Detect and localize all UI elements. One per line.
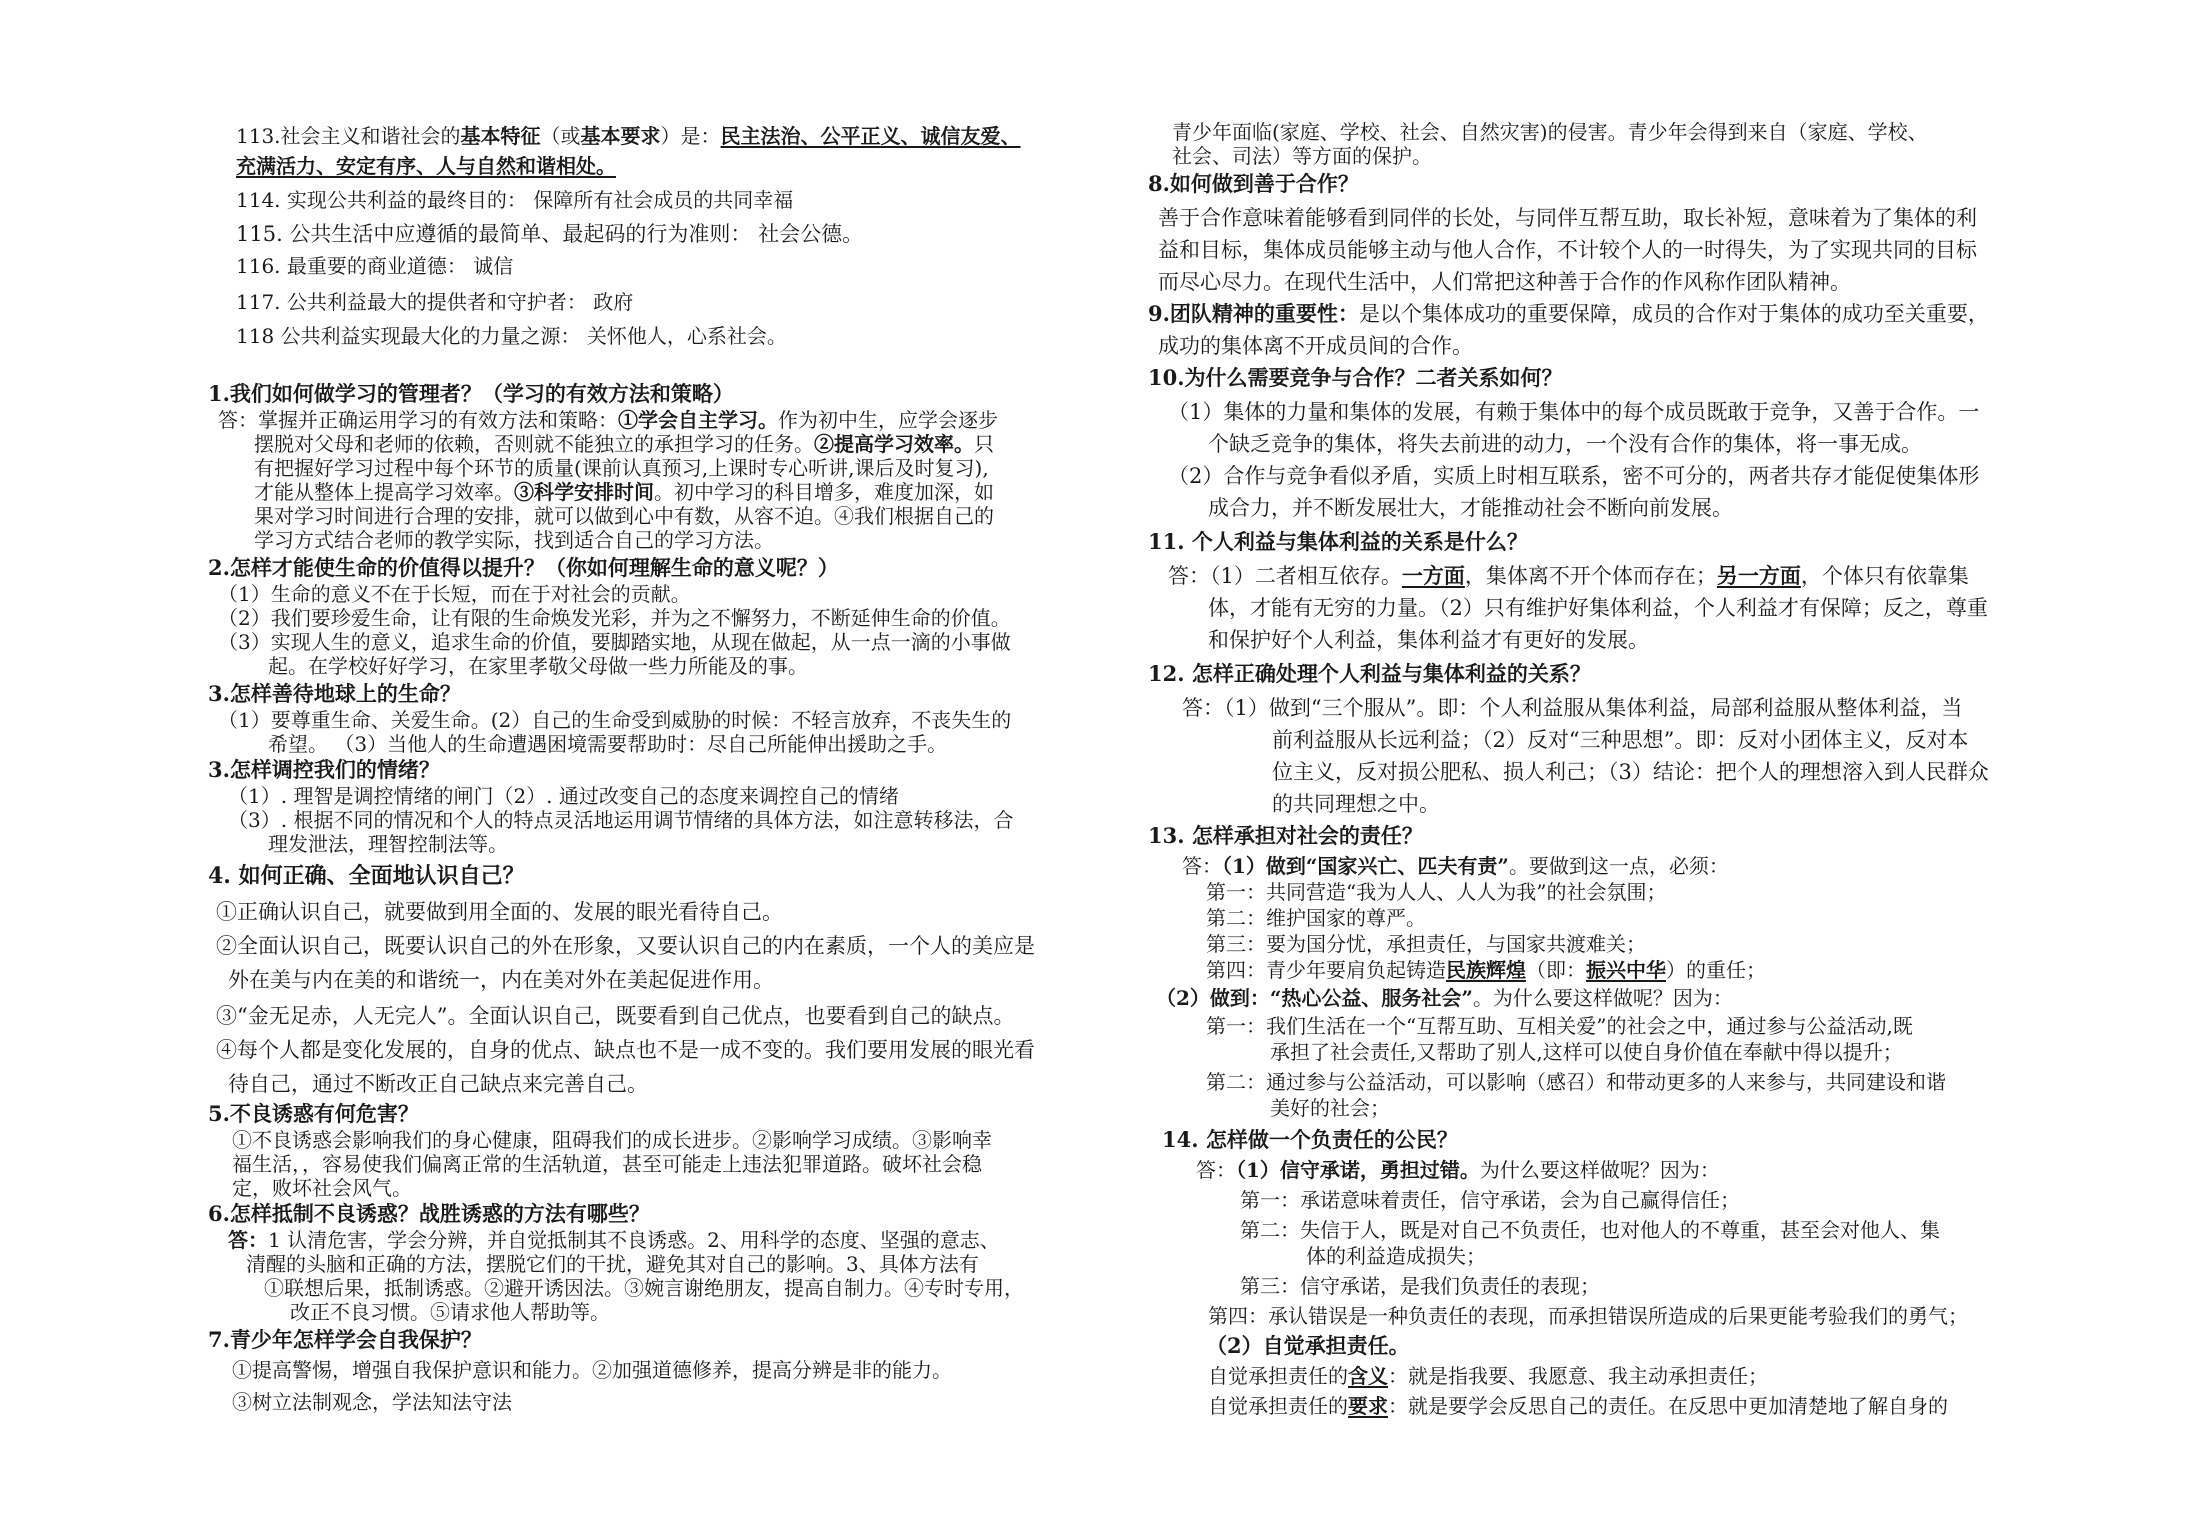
- q3b-answer-line1: （1）. 理智是调控情绪的闸门（2）. 通过改变自己的态度来调控自己的情绪: [228, 784, 899, 808]
- q3b-answer-line2: （3）. 根据不同的情况和个人的特点灵活地运用调节情绪的具体方法，如注意转移法，合: [228, 808, 1014, 832]
- q13-title: 13. 怎样承担对社会的责任？: [1148, 823, 1423, 848]
- q14-a8-pre: 自觉承担责任的: [1208, 1364, 1348, 1388]
- q13-a6-post: 。为什么要这样做呢？因为：: [1472, 986, 1733, 1010]
- q1-a4-post: 。初中学习的科目增多，难度加深，如: [654, 480, 994, 504]
- q14-a9-keyword: 要求: [1348, 1394, 1388, 1418]
- q3b-title: 3.怎样调控我们的情绪？: [208, 757, 440, 782]
- q13-answer-line2: 第一：共同营造“我为人人、人人为我”的社会氛围；: [1206, 880, 1667, 904]
- q13-a5-post: ）的重任；: [1666, 958, 1766, 982]
- q14-answer-line9: [1208, 1392, 1948, 1420]
- q14-a1-pre: 答：: [1196, 1158, 1236, 1182]
- item-113-bold-term: 基本特征: [460, 124, 541, 148]
- q1-answer-line3: 有把握好学习过程中每个环节的质量(课前认真预习,上课时专心听讲,课后及时复习),: [254, 456, 989, 480]
- q14-a1-post: 为什么要这样做呢？因为：: [1479, 1158, 1720, 1182]
- q8-answer-line1: 善于合作意味着能够看到同伴的长处，与同伴互帮互助，取长补短，意味着为了集体的利: [1158, 206, 1977, 230]
- q5-answer-line3: 定，败坏社会风气。: [232, 1176, 412, 1200]
- q1-a2-pre: 摆脱对父母和老师的依赖，否则就不能独立的承担学习的任务。: [254, 432, 814, 456]
- q4-answer-line3: 外在美与内在美的和谐统一，内在美对外在美起促进作用。: [228, 968, 774, 992]
- q13-answer-line4: 第三：要为国分忧，承担责任，与国家共渡难关；: [1206, 932, 1646, 956]
- q14-answer-line1: [1196, 1156, 1720, 1184]
- q13-a1-post: 。要做到这一点，必须：: [1508, 854, 1729, 878]
- q7-continued-line2: 社会、司法）等方面的保护。: [1172, 144, 1432, 168]
- q11-answer-line3: 和保护好个人利益，集体利益才有更好的发展。: [1208, 628, 1649, 652]
- q13-a5-keyword1: 民族辉煌: [1446, 958, 1526, 982]
- q10-title: 10.为什么需要竞争与合作？二者关系如何？: [1148, 365, 1563, 390]
- item-113-prefix: 113.社会主义和谐社会的: [236, 124, 461, 148]
- q11-a1-post: ，个体只有依靠集: [1800, 564, 1969, 588]
- q3b-answer-line3: 理发泄法，理智控制法等。: [268, 832, 508, 856]
- item-113-bold-term2: 基本要求: [580, 124, 661, 148]
- q11-a1-keyword1: 一方面: [1401, 563, 1465, 588]
- q12-answer-line4: 的共同理想之中。: [1272, 792, 1440, 816]
- q14-a8-keyword: 含义: [1348, 1364, 1388, 1388]
- q1-a2-post: 只: [974, 432, 994, 456]
- item-118: 118 公共利益实现最大化的力量之源： 关怀他人，心系社会。: [236, 324, 787, 348]
- q6-title: 6.怎样抵制不良诱惑？战胜诱惑的方法有哪些？: [208, 1201, 650, 1226]
- q5-title: 5.不良诱惑有何危害？: [208, 1101, 419, 1126]
- q12-answer-line1: 答：（1）做到“三个服从”。即：个人利益服从集体利益，局部利益服从整体利益，当: [1182, 696, 1963, 720]
- q7-answer-line2: ③树立法制观念，学法知法守法: [232, 1390, 512, 1414]
- item-114: 114. 实现公共利益的最终目的： 保障所有社会成员的共同幸福: [236, 188, 794, 212]
- q6-answer-line4: 改正不良习惯。⑤请求他人帮助等。: [290, 1300, 610, 1324]
- q14-title: 14. 怎样做一个负责任的公民？: [1162, 1127, 1458, 1152]
- q3a-title: 3.怎样善待地球上的生命？: [208, 681, 461, 706]
- q3a-answer-line2: 希望。 （3）当他人的生命遭遇困境需要帮助时：尽自己所能伸出援助之手。: [268, 732, 948, 756]
- q7-answer-line1: ①提高警惕，增强自我保护意识和能力。②加强道德修养，提高分辨是非的能力。: [232, 1358, 952, 1382]
- q13-answer-line7: 第一：我们生活在一个“互帮互助、互相关爱”的社会之中，通过参与公益活动,既: [1206, 1014, 1913, 1038]
- q1-title: 1.我们如何做学习的管理者？（学习的有效方法和策略）: [208, 381, 734, 406]
- q13-answer-line8: 承担了社会责任,又帮助了别人,这样可以使自身价值在奉献中得以提升；: [1270, 1040, 1903, 1064]
- q1-a1-bold: ①学会自主学习。: [618, 408, 778, 432]
- q14-answer-line6: 第四：承认错误是一种负责任的表现，而承担错误所造成的后果更能考验我们的勇气；: [1208, 1304, 1968, 1328]
- q1-a2-bold: ②提高学习效率。: [814, 432, 974, 456]
- q5-answer-line2: 福生活，，容易使我们偏离正常的生活轨道，甚至可能走上违法犯罪道路。破坏社会稳: [232, 1152, 982, 1176]
- q11-answer-line1: [1168, 562, 1969, 590]
- q10-answer-line4: 成合力，并不断发展壮大，才能推动社会不断向前发展。: [1208, 496, 1733, 520]
- q4-answer-line2: ②全面认识自己，既要认识自己的外在形象，又要认识自己的内在素质，一个人的美应是: [216, 934, 1035, 958]
- q14-answer-line5: 第三：信守承诺，是我们负责任的表现；: [1240, 1274, 1600, 1298]
- q14-answer-line3: 第二：失信于人，既是对自己不负责任，也对他人的不尊重，甚至会对他人、集: [1240, 1218, 1940, 1242]
- q9-answer-text: 是以个集体成功的重要保障，成员的合作对于集体的成功至关重要，: [1358, 302, 1989, 326]
- item-113-mid: （或: [540, 124, 581, 148]
- q4-answer-line1: ①正确认识自己，就要做到用全面的、发展的眼光看待自己。: [216, 900, 783, 924]
- q12-answer-line2: 前利益服从长远利益；（2）反对“三种思想”。即：反对小团体主义，反对本: [1272, 728, 1969, 752]
- item-113-line1: [236, 122, 1021, 150]
- q11-a1-pre: 答：（1）二者相互依存。: [1168, 564, 1402, 588]
- q14-answer-line7: （2）自觉承担责任。: [1206, 1333, 1410, 1358]
- q9-line1: [1148, 300, 1989, 328]
- q14-a1-bold: （1）信守承诺，勇担过错。: [1236, 1158, 1480, 1182]
- q13-answer-line5: [1206, 956, 1766, 984]
- q13-a5-pre: 第四：青少年要肩负起铸造: [1206, 958, 1446, 982]
- q6-a1-text: 1 认清危害，学会分辨，并自觉抵制其不良诱惑。2、用科学的态度、坚强的意志、: [268, 1228, 1000, 1252]
- q9-answer-line2: 成功的集体离不开成员间的合作。: [1158, 334, 1473, 358]
- q13-a5-mid: （即：: [1526, 958, 1586, 982]
- q4-answer-line4: ③“金无足赤，人无完人”。全面认识自己，既要看到自己优点，也要看到自己的缺点。: [216, 1004, 1015, 1028]
- q8-title: 8.如何做到善于合作？: [1148, 171, 1359, 196]
- q14-answer-line8: [1208, 1362, 1768, 1390]
- q1-answer-line5: 果对学习时间进行合理的安排，就可以做到心中有数，从容不迫。④我们根据自己的: [254, 504, 994, 528]
- item-115: 115. 公共生活中应遵循的最简单、最起码的行为准则： 社会公德。: [236, 222, 864, 246]
- q4-answer-line6: 待自己，通过不断改正自己缺点来完善自己。: [228, 1072, 648, 1096]
- q13-a1-bold: （1）做到“国家兴亡、匹夫有责”: [1222, 854, 1509, 878]
- q14-answer-line2: 第一：承诺意味着责任，信守承诺，会为自己赢得信任；: [1240, 1188, 1740, 1212]
- q2-title: 2.怎样才能使生命的价值得以提升？（你如何理解生命的意义呢？）: [208, 555, 839, 580]
- q2-answer-line2: （2）我们要珍爱生命，让有限的生命焕发光彩，并为之不懈努力，不断延伸生命的价值。: [218, 606, 1011, 630]
- q11-a1-keyword2: 另一方面: [1716, 563, 1801, 588]
- q1-a1-post: 作为初中生，应学会逐步: [778, 408, 998, 432]
- item-113-answer: 民主法治、公平正义、诚信友爱、: [720, 124, 1021, 148]
- item-117: 117. 公共利益最大的提供者和守护者： 政府: [236, 290, 634, 314]
- q5-answer-line1: ①不良诱惑会影响我们的身心健康，阻碍我们的成长进步。②影响学习成绩。③影响幸: [232, 1128, 992, 1152]
- q7-continued-line1: 青少年面临(家庭、学校、社会、自然灾害)的侵害。青少年会得到来自（家庭、学校、: [1172, 120, 1928, 144]
- q13-a6-bold: （2）做到：“热心公益、服务社会”: [1156, 986, 1473, 1010]
- q1-a4-bold: ③科学安排时间: [514, 480, 654, 504]
- q12-title: 12. 怎样正确处理个人利益与集体利益的关系？: [1148, 661, 1591, 686]
- q8-answer-line2: 益和目标，集体成员能够主动与他人合作，不计较个人的一时得失，为了实现共同的目标: [1158, 238, 1977, 262]
- item-116: 116. 最重要的商业道德： 诚信: [236, 254, 514, 278]
- q1-a4-pre: 才能从整体上提高学习效率。: [254, 480, 514, 504]
- q13-a1-pre: 答：: [1182, 854, 1222, 878]
- item-113-line2: 充满活力、安定有序、人与自然和谐相处。: [236, 154, 616, 178]
- q13-answer-line1: [1182, 852, 1729, 880]
- q4-title: 4. 如何正确、全面地认识自己？: [208, 863, 525, 889]
- q10-answer-line2: 个缺乏竞争的集体，将失去前进的动力，一个没有合作的集体，将一事无成。: [1208, 432, 1922, 456]
- q14-a8-post: ：就是指我要、我愿意、我主动承担责任；: [1388, 1364, 1768, 1388]
- q2-answer-line3: （3）实现人生的意义，追求生命的价值，要脚踏实地，从现在做起，从一点一滴的小事做: [218, 630, 1011, 654]
- q13-answer-line6: [1156, 984, 1733, 1012]
- q7-title: 7.青少年怎样学会自我保护？: [208, 1327, 482, 1352]
- q2-answer-line1: （1）生命的意义不在于长短，而在于对社会的贡献。: [218, 582, 691, 606]
- q11-a1-mid: ，集体离不开个体而存在；: [1464, 564, 1717, 588]
- q2-answer-line4: 起。在学校好好学习，在家里孝敬父母做一些力所能及的事。: [268, 654, 808, 678]
- q12-answer-line3: 位主义，反对损公肥私、损人利己；（3）结论：把个人的理想溶入到人民群众: [1272, 760, 1989, 784]
- q10-answer-line1: （1）集体的力量和集体的发展，有赖于集体中的每个成员既敢于竞争，又善于合作。一: [1168, 400, 1980, 424]
- q11-answer-line2: 体，才能有无穷的力量。（2）只有维护好集体利益，个人利益才有保障；反之，尊重: [1208, 596, 1988, 620]
- q8-answer-line3: 而尽心尽力。在现代生活中，人们常把这种善于合作的作风称作团队精神。: [1158, 270, 1851, 294]
- q1-answer-line6: 学习方式结合老师的教学实际，找到适合自己的学习方法。: [254, 528, 774, 552]
- q1-a1-pre: 答：掌握并正确运用学习的有效方法和策略：: [218, 408, 618, 432]
- item-113-mid2: ）是：: [660, 124, 721, 148]
- q10-answer-line3: （2）合作与竞争看似矛盾，实质上时相互联系，密不可分的，两者共存才能促使集体形: [1168, 464, 1980, 488]
- q14-answer-line4: 体的利益造成损失；: [1306, 1244, 1486, 1268]
- q3a-answer-line1: （1）要尊重生命、关爱生命。(2）自己的生命受到威胁的时候：不轻言放弃，不丧失生的: [218, 708, 1012, 732]
- q14-a9-post: ：就是要学会反思自己的责任。在反思中更加清楚地了解自身的: [1388, 1394, 1948, 1418]
- q4-answer-line5: ④每个人都是变化发展的，自身的优点、缺点也不是一成不变的。我们要用发展的眼光看: [216, 1038, 1035, 1062]
- q6-answer-line2: 清醒的头脑和正确的方法，摆脱它们的干扰，避免其对自己的影响。3、具体方法有: [246, 1252, 979, 1276]
- q13-a5-keyword2: 振兴中华: [1586, 958, 1666, 982]
- q11-title: 11. 个人利益与集体利益的关系是什么？: [1148, 529, 1528, 554]
- q13-answer-line9: 第二：通过参与公益活动，可以影响（感召）和带动更多的人来参与，共同建设和谐: [1206, 1070, 1946, 1094]
- q9-title: 9.团队精神的重要性：: [1148, 301, 1359, 326]
- q6-answer-line3: ①联想后果，抵制诱惑。②避开诱因法。③婉言谢绝朋友，提高自制力。④专时专用，: [264, 1276, 1024, 1300]
- q6-answer-label: 答：: [228, 1228, 268, 1252]
- q13-answer-line10: 美好的社会；: [1270, 1096, 1390, 1120]
- q13-answer-line3: 第二：维护国家的尊严。: [1206, 906, 1426, 930]
- q14-a9-pre: 自觉承担责任的: [1208, 1394, 1348, 1418]
